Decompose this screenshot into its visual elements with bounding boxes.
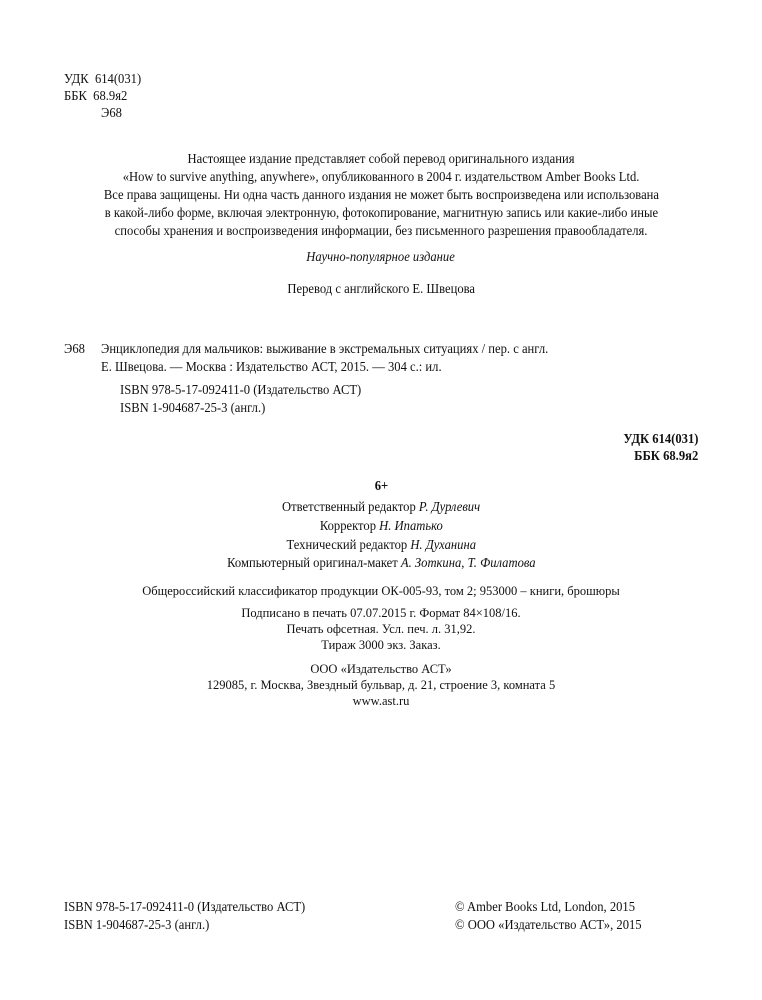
credit-line: Ответственный редактор Р. Дурлевич — [281, 500, 481, 515]
copyright: © ООО «Издательство АСТ», 2015 — [455, 918, 642, 933]
publisher-address: 129085, г. Москва, Звездный бульвар, д. 21, строение 3, комната 5 — [206, 678, 556, 692]
credit-line: Компьютерный оригинал-макет А. Зоткина, Т. Филатова — [226, 556, 536, 571]
credit-line: Корректор Н. Ипатько — [319, 519, 443, 534]
age-rating: 6+ — [374, 479, 388, 494]
author-mark: Э68 — [101, 106, 122, 121]
catalog-isbn: ISBN 978-5-17-092411-0 (Издательство АСТ) — [120, 383, 362, 398]
print-line: Тираж 3000 экз. Заказ. — [321, 638, 441, 652]
rights-line: Настоящее издание представляет собой перевод оригинального издания — [187, 152, 575, 167]
bbk-label: ББК — [64, 89, 87, 104]
footer-isbn: ISBN 978-5-17-092411-0 (Издательство АСТ) — [64, 900, 306, 915]
footer-isbn: ISBN 1-904687-25-3 (англ.) — [64, 918, 210, 933]
bbk-value: 68.9я2 — [93, 89, 128, 104]
right-udk: УДК 614(031) — [622, 432, 698, 447]
print-line: Подписано в печать 07.07.2015 г. Формат 84×108/16. — [241, 606, 521, 620]
edition-type: Научно-популярное издание — [306, 250, 456, 265]
catalog-mark: Э68 — [64, 342, 85, 357]
publisher-name: ООО «Издательство АСТ» — [310, 662, 452, 676]
classifier: Общероссийский классификатор продукции ОК-005-93, том 2; 953000 – книги, брошюры — [142, 584, 620, 598]
rights-line: Все права защищены. Ни одна часть данного издания не может быть воспроизведена или использована — [103, 188, 659, 203]
publisher-website[interactable]: www.ast.ru — [352, 694, 410, 708]
credit-line: Технический редактор Н. Духанина — [286, 538, 476, 553]
catalog-line: Энциклопедия для мальчиков: выживание в экстремальных ситуациях / пер. с англ. — [101, 342, 549, 357]
translator: Перевод с английского Е. Швецова — [287, 282, 475, 297]
rights-line: в какой-либо форме, включая электронную, фотокопирование, магнитную запись или какие-либо иные — [104, 206, 658, 221]
udk-code — [64, 71, 150, 89]
copyright: © Amber Books Ltd, London, 2015 — [455, 900, 636, 915]
right-bbk: ББК 68.9я2 — [633, 449, 698, 464]
bbk-code — [64, 88, 134, 106]
rights-line: способы хранения и воспроизведения информации, без письменного разрешения правообладателя. — [114, 224, 648, 239]
print-line: Печать офсетная. Усл. печ. л. 31,92. — [286, 622, 476, 636]
udk-label: УДК — [64, 72, 89, 87]
catalog-isbn: ISBN 1-904687-25-3 (англ.) — [120, 401, 266, 416]
catalog-line: Е. Швецова. — Москва : Издательство АСТ, 2015. — 304 с.: ил. — [101, 360, 442, 375]
rights-line: «How to survive anything, anywhere», опубликованного в 2004 г. издательством Amber Books Ltd. — [122, 170, 640, 185]
udk-value: 614(031) — [94, 72, 142, 87]
